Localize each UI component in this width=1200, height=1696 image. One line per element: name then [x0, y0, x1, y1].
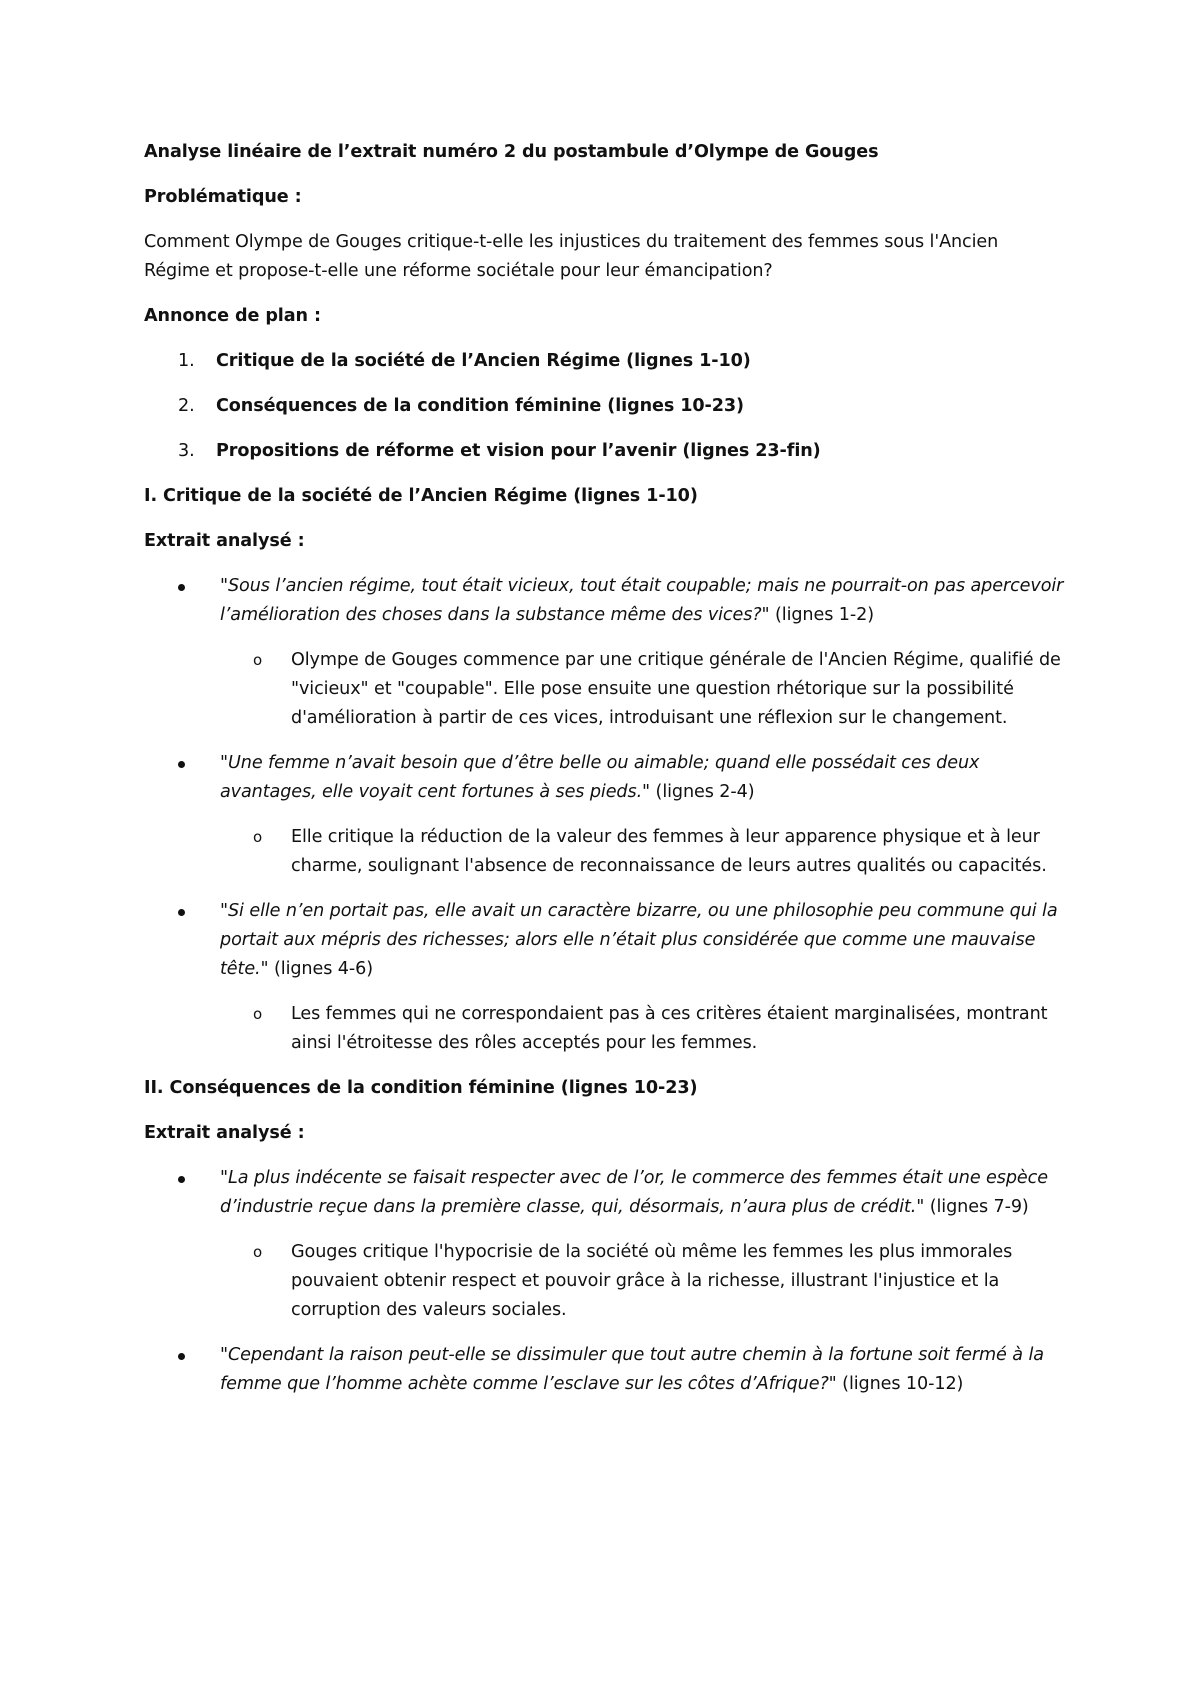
bullet-dot-icon: [178, 1353, 185, 1360]
quote-reference: (lignes 7-9): [924, 1197, 1029, 1217]
section-heading: II. Conséquences de la condition féminine (lignes 10-23): [144, 1078, 698, 1098]
quote-reference: (lignes 2-4): [650, 782, 755, 802]
quote-bullet: [144, 749, 1064, 807]
quote-text: "Si elle n’en portait pas, elle avait un caractère bizarre, ou une philosophie peu commune qui la portait aux mépris des richesses; alors elle n’était plus considérée que comme une mauvaise tête.": [220, 901, 1058, 979]
plan-label: Annonce de plan :: [144, 306, 321, 326]
analysis-item: [144, 1238, 1064, 1325]
analysis-text: Les femmes qui ne correspondaient pas à ces critères étaient marginalisées, montrant ainsi l'étroitesse des rôles acceptés pour les femmes.: [291, 1004, 1048, 1053]
quote-bullet: [144, 897, 1064, 984]
quote-bullet: [144, 1341, 1064, 1399]
analysis-item: [144, 823, 1064, 881]
plan-item: [144, 437, 1064, 466]
bullet-dot-icon: [178, 1176, 185, 1183]
analysis-text: Olympe de Gouges commence par une critique générale de l'Ancien Régime, qualifié de "vicieux" et "coupable". Elle pose ensuite une question rhétorique sur la possibilité d'amélioration à partir de ces vices, introduisant une réflexion sur le changement.: [291, 650, 1061, 728]
bullet-dot-icon: [178, 909, 185, 916]
sub-bullet-marker: o: [253, 1243, 263, 1261]
plan-item-number: 1.: [178, 351, 195, 371]
document-title: Analyse linéaire de l’extrait numéro 2 du postambule d’Olympe de Gouges: [144, 142, 879, 162]
quote-text: "Sous l’ancien régime, tout était vicieux, tout était coupable; mais ne pourrait-on pas apercevoir l’amélioration des choses dans la substance même des vices?": [220, 576, 1064, 625]
plan-item-number: 2.: [178, 396, 195, 416]
sub-bullet-marker: o: [253, 828, 263, 846]
bullet-dot-icon: [178, 761, 185, 768]
quote-text: "Cependant la raison peut-elle se dissimuler que tout autre chemin à la fortune soit fermé à la femme que l’homme achète comme l’esclave sur les côtes d’Afrique?": [220, 1345, 1044, 1394]
plan-item-text: Propositions de réforme et vision pour l’avenir (lignes 23-fin): [216, 441, 821, 461]
quote-reference: (lignes 10-12): [836, 1374, 964, 1394]
analysis-text: Gouges critique l'hypocrisie de la société où même les femmes les plus immorales pouvaient obtenir respect et pouvoir grâce à la richesse, illustrant l'injustice et la corruption des valeurs sociales.: [291, 1242, 1013, 1320]
bullet-dot-icon: [178, 584, 185, 591]
quote-bullet: [144, 1164, 1064, 1222]
analysis-text: Elle critique la réduction de la valeur des femmes à leur apparence physique et à leur charme, soulignant l'absence de reconnaissance de leurs autres qualités ou capacités.: [291, 827, 1047, 876]
problematique-label: Problématique :: [144, 187, 302, 207]
plan-item: [144, 392, 1064, 421]
analysis-item: [144, 1000, 1064, 1058]
document-page: [144, 138, 1064, 1415]
quote-reference: (lignes 4-6): [268, 959, 373, 979]
quote-reference: (lignes 1-2): [769, 605, 874, 625]
extract-label: Extrait analysé :: [144, 531, 305, 551]
quote-bullet: [144, 572, 1064, 630]
plan-item: [144, 347, 1064, 376]
quote-text: "La plus indécente se faisait respecter avec de l’or, le commerce des femmes était une espèce d’industrie reçue dans la première classe, qui, désormais, n’aura plus de crédit.": [220, 1168, 1048, 1217]
sub-bullet-marker: o: [253, 1005, 263, 1023]
extract-label: Extrait analysé :: [144, 1123, 305, 1143]
plan-item-text: Conséquences de la condition féminine (lignes 10-23): [216, 396, 744, 416]
plan-item-text: Critique de la société de l’Ancien Régime (lignes 1-10): [216, 351, 751, 371]
plan-list: [144, 347, 1064, 466]
problematique-text: Comment Olympe de Gouges critique-t-elle les injustices du traitement des femmes sous l'Ancien Régime et propose-t-elle une réforme sociétale pour leur émancipation?: [144, 232, 999, 281]
section-heading: I. Critique de la société de l’Ancien Régime (lignes 1-10): [144, 486, 698, 506]
plan-item-number: 3.: [178, 441, 195, 461]
analysis-item: [144, 646, 1064, 733]
quote-text: "Une femme n’avait besoin que d’être belle ou aimable; quand elle possédait ces deux avantages, elle voyait cent fortunes à ses pieds.": [220, 753, 980, 802]
sub-bullet-marker: o: [253, 651, 263, 669]
